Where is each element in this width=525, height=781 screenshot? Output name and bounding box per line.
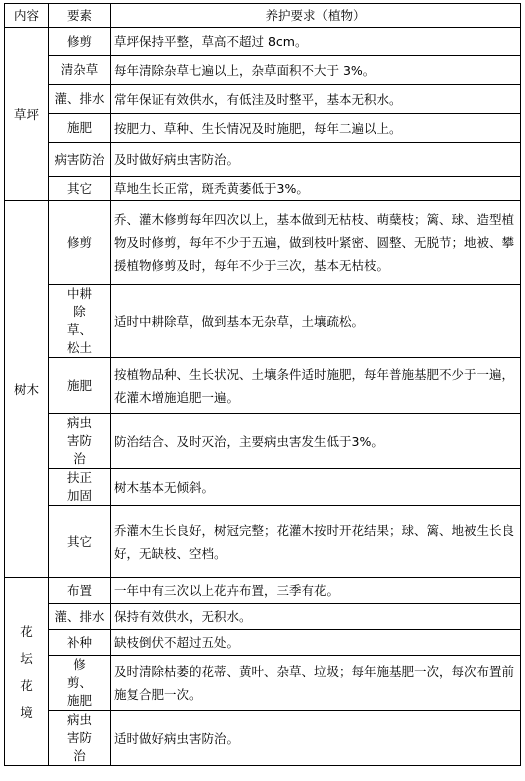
requirement-cell: 树木基本无倾斜。 bbox=[111, 469, 521, 506]
element-cell bbox=[49, 630, 111, 656]
table-row bbox=[5, 177, 521, 201]
element-label: 中耕除草、松土 bbox=[66, 286, 92, 355]
requirement-cell: 保持有效供水，无积水。 bbox=[111, 604, 521, 630]
element-cell bbox=[49, 285, 111, 358]
element-label: 清杂草 bbox=[60, 62, 99, 77]
requirement-cell: 按肥力、草种、生长情况及时施肥，每年二遍以上。 bbox=[111, 114, 521, 143]
element-label: 布置 bbox=[66, 582, 92, 598]
table-row bbox=[5, 85, 521, 114]
requirement-cell: 及时做好病虫害防治。 bbox=[111, 143, 521, 177]
element-label: 灌、排水 bbox=[54, 91, 105, 106]
element-label: 病虫害防治 bbox=[66, 415, 92, 466]
requirement-cell: 乔、灌木修剪每年四次以上，基本做到无枯枝、萌蘖枝；篱、球、造型植物及时修剪，每年不少于五遍，做到枝叶紧密、圆整、无脱节；地被、攀援植物修剪及时，每年不少于三次，基本无枯枝。 bbox=[111, 201, 521, 285]
element-cell bbox=[49, 656, 111, 711]
table-row bbox=[5, 56, 521, 85]
element-label: 扶正加固 bbox=[66, 470, 92, 503]
maintenance-table bbox=[4, 3, 521, 766]
table-row bbox=[5, 114, 521, 143]
category-cell: 草坪 bbox=[5, 28, 49, 201]
element-cell bbox=[49, 201, 111, 285]
element-label: 灌、排水 bbox=[54, 608, 105, 624]
header-element: 要素 bbox=[49, 4, 111, 28]
table-row bbox=[5, 28, 521, 56]
requirement-cell: 一年中有三次以上花卉布置，三季有花。 bbox=[111, 578, 521, 604]
table-row bbox=[5, 285, 521, 358]
element-label: 修剪 bbox=[66, 234, 92, 250]
table-header-row bbox=[5, 4, 521, 28]
table-row bbox=[5, 711, 521, 766]
requirement-cell: 适时做好病虫害防治。 bbox=[111, 711, 521, 766]
table-body bbox=[5, 28, 521, 766]
table-row bbox=[5, 469, 521, 506]
header-category: 内容 bbox=[5, 4, 49, 28]
element-cell bbox=[49, 143, 111, 177]
table-row bbox=[5, 143, 521, 177]
element-cell bbox=[49, 506, 111, 578]
element-cell bbox=[49, 358, 111, 414]
element-label: 其它 bbox=[66, 533, 92, 549]
element-cell bbox=[49, 469, 111, 506]
requirement-cell: 常年保证有效供水，有低洼及时整平，基本无积水。 bbox=[111, 85, 521, 114]
element-label: 修剪、施肥 bbox=[66, 657, 92, 708]
table-row bbox=[5, 414, 521, 469]
category-cell: 树木 bbox=[5, 201, 49, 578]
requirement-cell: 按植物品种、生长状况、土壤条件适时施肥，每年普施基肥不少于一遍，花灌木增施追肥一遍。 bbox=[111, 358, 521, 414]
header-requirement: 养护要求（植物） bbox=[111, 4, 521, 28]
element-cell bbox=[49, 414, 111, 469]
requirement-cell: 适时中耕除草，做到基本无杂草，土壤疏松。 bbox=[111, 285, 521, 358]
requirement-cell: 草坪保持平整，草高不超过 8cm。 bbox=[111, 28, 521, 56]
element-label: 修剪 bbox=[66, 33, 92, 49]
element-label: 病害防治 bbox=[54, 151, 105, 167]
element-label: 补种 bbox=[66, 634, 92, 650]
requirement-cell: 及时清除枯萎的花蒂、黄叶、杂草、垃圾；每年施基肥一次，每次布置前施复合肥一次。 bbox=[111, 656, 521, 711]
table-row bbox=[5, 604, 521, 630]
element-cell bbox=[49, 56, 111, 85]
requirement-cell: 缺枝倒伏不超过五处。 bbox=[111, 630, 521, 656]
element-label: 其它 bbox=[66, 180, 92, 196]
requirement-cell: 草地生长正常，斑秃黄萎低于3%。 bbox=[111, 177, 521, 201]
element-cell bbox=[49, 114, 111, 143]
element-label: 施肥 bbox=[66, 377, 92, 393]
element-label: 病虫害防治 bbox=[66, 712, 92, 763]
requirement-cell: 防治结合、及时灭治，主要病虫害发生低于3%。 bbox=[111, 414, 521, 469]
element-cell bbox=[49, 711, 111, 766]
element-cell bbox=[49, 604, 111, 630]
element-cell bbox=[49, 85, 111, 114]
table-row bbox=[5, 201, 521, 285]
element-cell bbox=[49, 28, 111, 56]
category-cell: 花坛花境 bbox=[5, 578, 49, 766]
table-row bbox=[5, 656, 521, 711]
table-row bbox=[5, 578, 521, 604]
table-row bbox=[5, 506, 521, 578]
requirement-cell: 乔灌木生长良好，树冠完整；花灌木按时开花结果；球、篱、地被生长良好，无缺枝、空档。 bbox=[111, 506, 521, 578]
table-row bbox=[5, 358, 521, 414]
requirement-cell: 每年清除杂草七遍以上，杂草面积不大于 3%。 bbox=[111, 56, 521, 85]
element-cell bbox=[49, 177, 111, 201]
element-label: 施肥 bbox=[66, 120, 92, 135]
element-cell bbox=[49, 578, 111, 604]
table-row bbox=[5, 630, 521, 656]
